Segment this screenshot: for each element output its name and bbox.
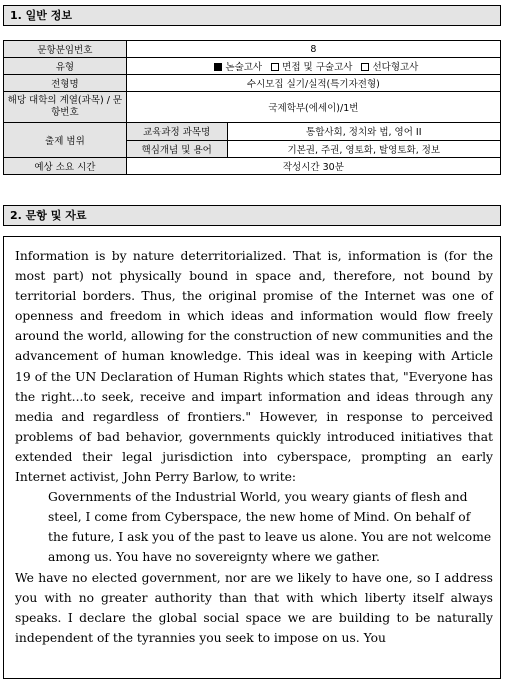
- type-option-multiple-choice: 선다형고사: [372, 62, 419, 73]
- admission-label: 전형명: [4, 75, 127, 92]
- type-option-interview: 면접 및 구술고사: [282, 62, 353, 73]
- time-value: 작성시간 30분: [126, 158, 500, 175]
- passage-paragraph-1: Information is by nature deterritorialized. That is, information is (for the most part) not physically bound in space and, therefore, not bound by territorial borders. Thus, the original promise of the Internet was one of openness and freedom in which ideas and information would flow freely around the world, allowing for the construction of new communities and the advancement of human knowledge. This ideal was in keeping with Article 19 of the UN Declaration of Human Rights which states that, "Everyone has the right...to seek, receive and impart information and ideas through any media and regardless of frontiers." However, in response to perceived problems of bad behavior, governments quickly introduced initiatives that extended their legal jurisdiction into cyberspace, prompting an early Internet activist, John Perry Barlow, to write:: [15, 249, 493, 485]
- row-department: [4, 92, 501, 123]
- section-2-title: 2. 문항 및 자료: [10, 209, 87, 222]
- curriculum-value: 통합사회, 정치와 법, 영어 II: [227, 123, 500, 141]
- time-label: 예상 소요 시간: [4, 158, 127, 175]
- concepts-label: 핵심개념 및 용어: [126, 140, 227, 158]
- section-1-title: 1. 일반 정보: [10, 9, 72, 22]
- department-label: 해당 대학의 계열(과목) / 문항번호: [4, 92, 127, 123]
- row-time: [4, 158, 501, 175]
- passage-quote: Governments of the Industrial World, you weary giants of flesh and steel, I come from Cyberspace, the new home of Mind. On behalf of the future, I ask you of the past to leave us alone. You are not welcome among us. You have no sovereignty where we gather.: [48, 490, 492, 565]
- type-label: 유형: [4, 58, 127, 75]
- admission-value: 수시모집 실기/실적(특기자전형): [126, 75, 500, 92]
- item-number-value: 8: [126, 41, 500, 58]
- type-options: [126, 58, 500, 75]
- passage-text: [15, 246, 493, 648]
- passage-box: [3, 236, 501, 679]
- scope-label: 출제 범위: [4, 123, 127, 158]
- item-number-label: 문항분임번호: [4, 41, 127, 58]
- row-admission: [4, 75, 501, 92]
- section-2-header: [3, 205, 501, 226]
- checkbox-essay: [214, 63, 222, 71]
- checkbox-interview: [271, 63, 279, 71]
- section-1-header: [3, 5, 501, 26]
- passage-paragraph-2: We have no elected government, nor are we likely to have one, so I address you with no greater authority than that with which liberty itself always speaks. I declare the global social space we are building to be naturally independent of the tyrannies you seek to impose on us. You: [15, 570, 493, 645]
- concepts-value: 기본권, 주권, 영토화, 탈영토화, 정보: [227, 140, 500, 158]
- checkbox-multiple-choice: [361, 63, 369, 71]
- row-type: [4, 58, 501, 75]
- curriculum-label: 교육과정 과목명: [126, 123, 227, 141]
- type-option-essay: 논술고사: [225, 62, 263, 73]
- department-value: 국제학부(에세이)/1번: [126, 92, 500, 123]
- row-item-number: [4, 41, 501, 58]
- row-scope-curriculum: [4, 123, 501, 141]
- general-info-table: [3, 40, 501, 175]
